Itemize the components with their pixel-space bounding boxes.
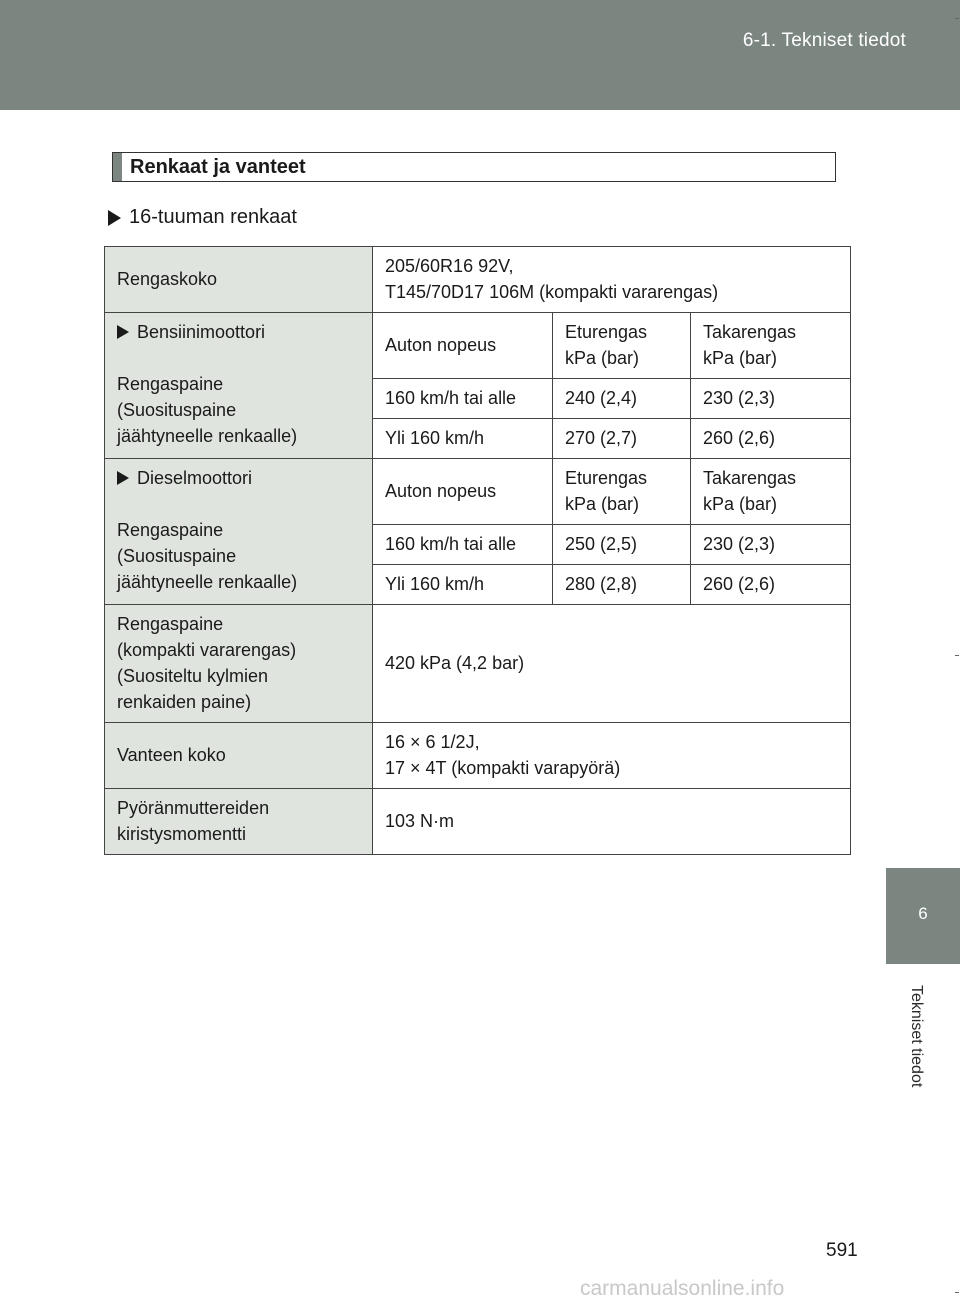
wheel-size-line: 16 × 6 1/2J, bbox=[385, 732, 480, 752]
diesel-engine-label: Dieselmoottori bbox=[137, 468, 253, 488]
front-pressure-cell: 240 (2,4) bbox=[553, 379, 691, 419]
rear-pressure-cell: 260 (2,6) bbox=[691, 419, 851, 459]
speed-cell: Yli 160 km/h bbox=[373, 419, 553, 459]
header-line: Takarengas bbox=[703, 321, 797, 342]
label-line: (Suosituspaine bbox=[117, 400, 237, 420]
label-line: Rengaspaine bbox=[117, 374, 224, 394]
petrol-engine-label: Bensiinimoottori bbox=[137, 322, 266, 342]
tire-spec-table bbox=[104, 246, 851, 855]
speed-cell: Yli 160 km/h bbox=[373, 565, 553, 605]
wheel-size-line: 17 × 4T (kompakti varapyörä) bbox=[385, 758, 621, 778]
label-line: (kompakti vararengas) bbox=[117, 639, 297, 660]
column-header-front bbox=[553, 313, 691, 379]
torque-value: 103 N·m bbox=[373, 789, 851, 855]
front-pressure-cell: 250 (2,5) bbox=[553, 525, 691, 565]
column-header-rear bbox=[691, 313, 851, 379]
rear-pressure-cell: 230 (2,3) bbox=[691, 379, 851, 419]
table-row bbox=[105, 723, 851, 789]
watermark[interactable]: carmanualsonline.info bbox=[580, 1277, 785, 1300]
table-row bbox=[105, 247, 851, 313]
wheel-size-value bbox=[373, 723, 851, 789]
header-line: kPa (bar) bbox=[565, 347, 640, 368]
compact-spare-label bbox=[105, 605, 373, 723]
header-bar bbox=[0, 0, 960, 110]
table-row bbox=[105, 313, 851, 379]
label-line: jäähtyneelle renkaalle) bbox=[117, 426, 298, 446]
crop-mark bbox=[955, 18, 959, 19]
header-line: kPa (bar) bbox=[703, 347, 778, 368]
chapter-title: 6-1. Tekniset tiedot bbox=[742, 30, 906, 51]
wheel-size-label: Vanteen koko bbox=[105, 723, 373, 789]
table-row bbox=[105, 459, 851, 525]
chapter-tab-label: Tekniset tiedot bbox=[908, 985, 925, 1088]
crop-mark bbox=[955, 1292, 959, 1293]
page-number: 591 bbox=[826, 1240, 858, 1261]
header-line: Takarengas bbox=[703, 467, 797, 488]
label-line: renkaiden paine) bbox=[117, 691, 252, 712]
table-row bbox=[105, 605, 851, 723]
label-line: Rengaspaine bbox=[117, 613, 224, 634]
label-line: Rengaspaine bbox=[117, 520, 224, 540]
section-heading bbox=[112, 152, 836, 182]
column-header-speed: Auton nopeus bbox=[373, 459, 553, 525]
petrol-pressure-label bbox=[105, 313, 373, 459]
triangle-bullet-icon bbox=[108, 210, 121, 226]
tire-size-label: Rengaskoko bbox=[105, 247, 373, 313]
compact-spare-value: 420 kPa (4,2 bar) bbox=[373, 605, 851, 723]
table-row bbox=[105, 789, 851, 855]
subheading-text: 16-tuuman renkaat bbox=[129, 206, 297, 228]
header-line: kPa (bar) bbox=[703, 493, 778, 514]
triangle-bullet-icon bbox=[117, 325, 129, 339]
front-pressure-cell: 270 (2,7) bbox=[553, 419, 691, 459]
subheading bbox=[108, 206, 297, 229]
rear-pressure-cell: 260 (2,6) bbox=[691, 565, 851, 605]
chapter-tab[interactable] bbox=[886, 868, 960, 964]
crop-mark bbox=[955, 655, 959, 656]
section-title: Renkaat ja vanteet bbox=[130, 156, 306, 178]
column-header-front bbox=[553, 459, 691, 525]
chapter-tab-number: 6 bbox=[918, 904, 928, 923]
tire-size-line: 205/60R16 92V, bbox=[385, 256, 514, 276]
header-line: Eturengas bbox=[565, 321, 648, 342]
tire-size-value bbox=[373, 247, 851, 313]
column-header-rear bbox=[691, 459, 851, 525]
rear-pressure-cell: 230 (2,3) bbox=[691, 525, 851, 565]
label-line: kiristysmomentti bbox=[117, 823, 247, 844]
label-line: Pyöränmuttereiden bbox=[117, 797, 270, 818]
tire-size-line: T145/70D17 106M (kompakti vararengas) bbox=[385, 282, 719, 302]
header-line: Eturengas bbox=[565, 467, 648, 488]
column-header-speed: Auton nopeus bbox=[373, 313, 553, 379]
front-pressure-cell: 280 (2,8) bbox=[553, 565, 691, 605]
torque-label bbox=[105, 789, 373, 855]
label-line: jäähtyneelle renkaalle) bbox=[117, 572, 298, 592]
speed-cell: 160 km/h tai alle bbox=[373, 379, 553, 419]
label-line: (Suosituspaine bbox=[117, 546, 237, 566]
speed-cell: 160 km/h tai alle bbox=[373, 525, 553, 565]
header-line: kPa (bar) bbox=[565, 493, 640, 514]
label-line: (Suositeltu kylmien bbox=[117, 665, 269, 686]
triangle-bullet-icon bbox=[117, 471, 129, 485]
diesel-pressure-label bbox=[105, 459, 373, 605]
section-heading-accent bbox=[113, 153, 122, 181]
